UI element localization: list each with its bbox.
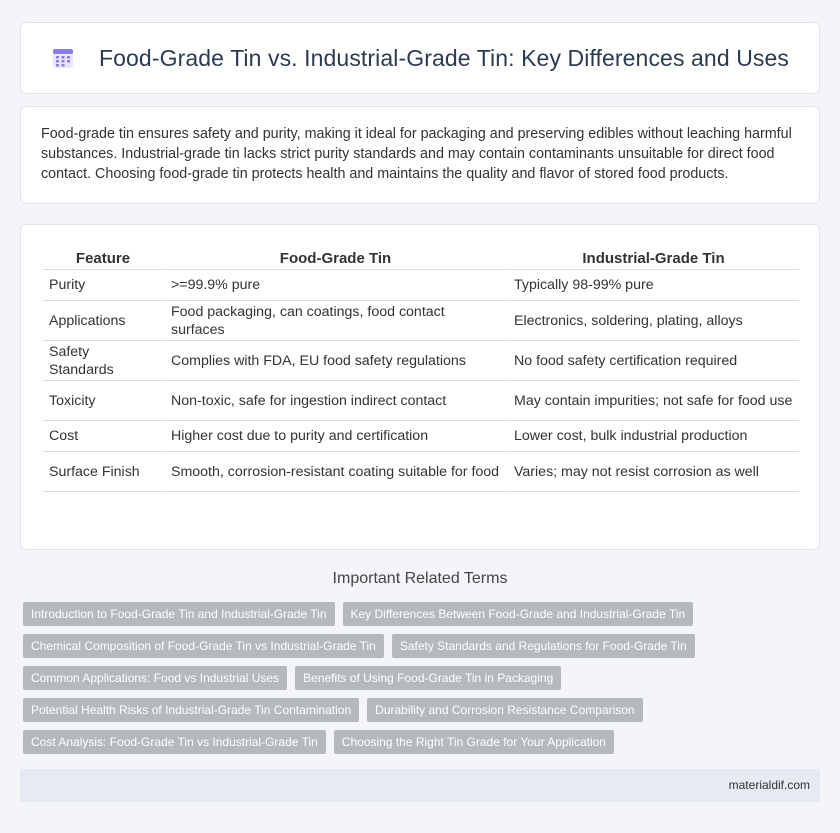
table-row [43, 452, 799, 492]
related-term-tag[interactable]: Choosing the Right Tin Grade for Your Application [334, 730, 614, 754]
food-grade-cell: >=99.9% pure [163, 270, 506, 301]
feature-cell: Cost [43, 421, 163, 452]
intro-paragraph: Food-grade tin ensures safety and purity, making it ideal for packaging and preserving edibles without leaching harmful substances. Industrial-grade tin lacks strict purity standards and may contain contaminants unsuitable for direct food contact. Choosing food-grade tin protects health and maintains the quality and flavor of stored food products. [41, 126, 792, 182]
related-term-tag[interactable]: Key Differences Between Food-Grade and Industrial-Grade Tin [343, 602, 694, 626]
related-terms-title: Important Related Terms [332, 570, 508, 587]
industrial-grade-cell: May contain impurities; not safe for food use [506, 381, 799, 421]
related-term-tag[interactable]: Potential Health Risks of Industrial-Grade Tin Contamination [23, 698, 359, 722]
calendar-grid-icon [51, 46, 75, 70]
header-card [20, 22, 820, 94]
table-row [43, 421, 799, 452]
related-term-tag[interactable]: Durability and Corrosion Resistance Comparison [367, 698, 642, 722]
industrial-grade-cell: Typically 98-99% pure [506, 270, 799, 301]
comparison-table [43, 245, 799, 492]
industrial-grade-cell: No food safety certification required [506, 341, 799, 381]
food-grade-cell: Higher cost due to purity and certification [163, 421, 506, 452]
table-row [43, 301, 799, 341]
table-row [43, 270, 799, 301]
tag-row [23, 730, 823, 754]
related-terms-list [23, 602, 823, 762]
food-grade-cell: Complies with FDA, EU food safety regulations [163, 341, 506, 381]
related-term-tag[interactable]: Introduction to Food-Grade Tin and Industrial-Grade Tin [23, 602, 335, 626]
related-term-tag[interactable]: Cost Analysis: Food-Grade Tin vs Industrial-Grade Tin [23, 730, 326, 754]
footer-site-link[interactable]: materialdif.com [728, 778, 810, 792]
food-grade-cell: Non-toxic, safe for ingestion indirect contact [163, 381, 506, 421]
table-header-row [43, 245, 799, 270]
tag-row [23, 634, 823, 658]
feature-cell: Toxicity [43, 381, 163, 421]
table-row [43, 341, 799, 381]
intro-card [20, 106, 820, 204]
footer [20, 769, 820, 802]
related-term-tag[interactable]: Common Applications: Food vs Industrial Uses [23, 666, 287, 690]
related-term-tag[interactable]: Safety Standards and Regulations for Food-Grade Tin [392, 634, 695, 658]
table-row [43, 381, 799, 421]
related-term-tag[interactable]: Benefits of Using Food-Grade Tin in Packaging [295, 666, 561, 690]
feature-cell: Applications [43, 301, 163, 341]
industrial-grade-cell: Varies; may not resist corrosion as well [506, 452, 799, 492]
feature-cell: Surface Finish [43, 452, 163, 492]
industrial-grade-cell: Lower cost, bulk industrial production [506, 421, 799, 452]
food-grade-cell: Smooth, corrosion-resistant coating suitable for food [163, 452, 506, 492]
tag-row [23, 698, 823, 722]
feature-cell: Safety Standards [43, 341, 163, 381]
industrial-grade-cell: Electronics, soldering, plating, alloys [506, 301, 799, 341]
header-feature: Feature [43, 245, 163, 270]
comparison-table-card [20, 224, 820, 550]
feature-cell: Purity [43, 270, 163, 301]
food-grade-cell: Food packaging, can coatings, food contact surfaces [163, 301, 506, 341]
page-title: Food-Grade Tin vs. Industrial-Grade Tin: Key Differences and Uses [99, 44, 789, 71]
related-term-tag[interactable]: Chemical Composition of Food-Grade Tin vs Industrial-Grade Tin [23, 634, 384, 658]
header-industrial-grade: Industrial-Grade Tin [506, 245, 799, 270]
header-food-grade: Food-Grade Tin [163, 245, 506, 270]
tag-row [23, 666, 823, 690]
tag-row [23, 602, 823, 626]
